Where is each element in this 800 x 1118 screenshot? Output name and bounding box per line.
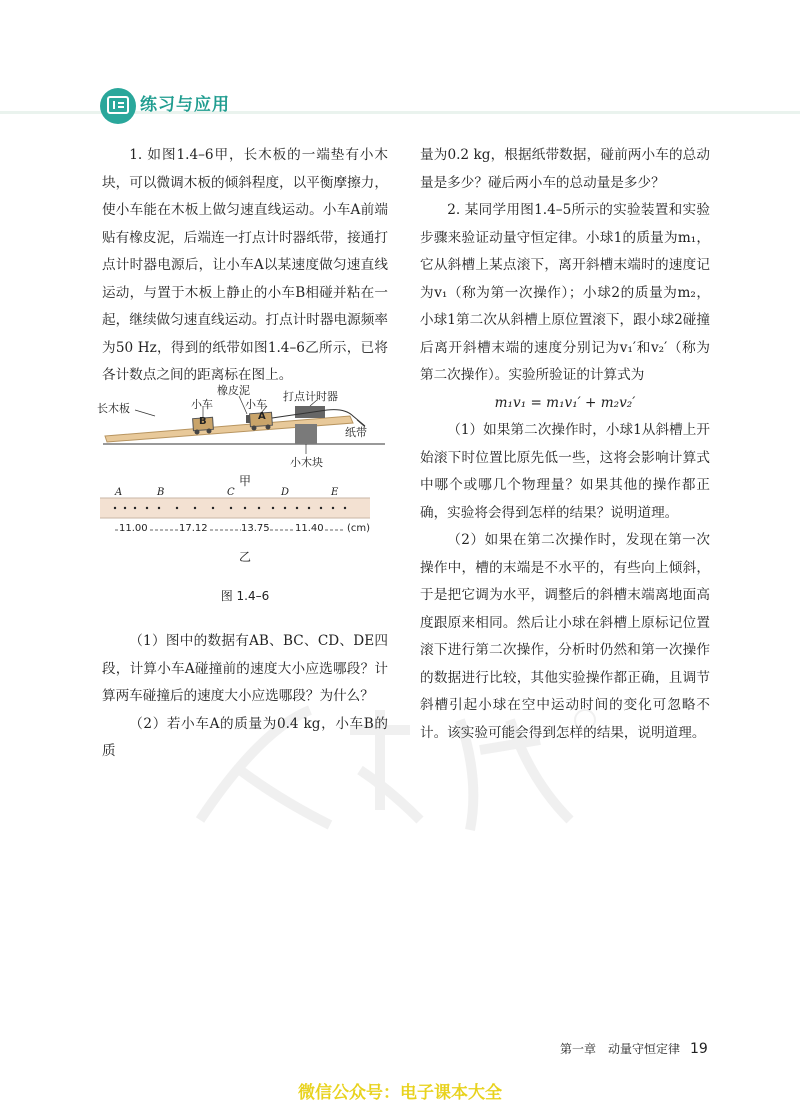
left-column — [102, 142, 388, 390]
source-banner: 微信公众号：电子课本大全 — [298, 1083, 502, 1103]
left-column-questions — [102, 628, 388, 766]
label-letter-b: B — [199, 416, 207, 427]
label-yi: 乙 — [238, 550, 251, 564]
figure-caption: 图 1.4–6 — [220, 589, 270, 603]
question-1-intro: 1. 如图1.4–6甲，长木板的一端垫有小木块，可以微调木板的倾斜程度，以平衡摩擦力，使小车能在木板上做匀速直线运动。小车A前端贴有橡皮泥，后端连一打点计时器纸带，接通打点计时器电源后，让小车A以某速度做匀速直线运动，与置于木板上静止的小车B相碰并粘在一起，继续做匀速直线运动。打点计时器电源频率为50 Hz，得到的纸带如图1.4–6乙所示，已将各计数点之间的距离标在图上。 — [102, 147, 388, 383]
point-e: E — [331, 487, 339, 498]
apparatus-diagram — [95, 380, 395, 610]
label-block: 小木块 — [290, 456, 323, 469]
question-2-intro: 2. 某同学用图1.4–5所示的实验装置和实验步骤来验证动量守恒定律。小球1的质量为m₁，它从斜槽上某点滚下，离开斜槽末端时的速度记为v₁（称为第一次操作）；小球2的质量为m₂，小球1第二次从斜槽上原位置滚下，跟小球2碰撞后离开斜槽末端的速度分别记为v₁′和v₂′（称为第二次操作）。实验所验证的计算式为 — [420, 202, 710, 383]
label-letter-a: A — [258, 411, 266, 422]
figure-1-4-6 — [95, 380, 395, 610]
question-2-part-2: （2）如果在第二次操作时，发现在第一次操作中，槽的末端是不水平的，有些向上倾斜，于是把它调为水平，调整后的斜槽末端离地面高度跟原来相同。然后让小球在斜槽上原标记位置滚下进行第二次操作，分析时仍然和第一次操作的数据进行比较，其他实验操作都正确，且调节斜槽引起小球在空中运动时间的变化可忽略不计。该实验可能会得到怎样的结果，说明道理。 — [420, 532, 710, 741]
label-tape: 纸带 — [345, 426, 367, 439]
distance-unit: (cm) — [347, 523, 371, 534]
distance-ab: 11.00 — [119, 523, 148, 534]
practice-badge-icon — [100, 88, 136, 124]
section-header — [0, 88, 800, 128]
verification-equation: m₁v₁ = m₁v₁′ + m₂v₂′ — [494, 394, 636, 411]
section-title: 练习与应用 — [140, 95, 230, 115]
chapter-title: 第一章 动量守恒定律 — [560, 1042, 681, 1056]
label-cart-b: 小车 — [191, 398, 213, 411]
question-1-part-1: （1）图中的数据有AB、BC、CD、DE四段，计算小车A碰撞前的速度大小应选哪段？计算两车碰撞后的速度大小应选哪段？为什么？ — [102, 633, 388, 704]
label-jia: 甲 — [238, 474, 251, 488]
question-2-part-1: （1）如果第二次操作时，小球1从斜槽上开始滚下时位置比原先低一些，这将会影响计算式中哪个或哪几个物理量？如果其他的操作都正确，实验将会得到怎样的结果？说明道理。 — [420, 422, 710, 521]
page-number: 19 — [690, 1041, 708, 1057]
point-b: B — [157, 487, 165, 498]
distance-bc: 17.12 — [179, 523, 208, 534]
point-d: D — [281, 487, 290, 498]
page-footer — [560, 1040, 708, 1057]
right-column — [420, 142, 710, 747]
point-c: C — [227, 487, 235, 498]
question-1-continued: 量为0.2 kg，根据纸带数据，碰前两小车的总动量是多少？碰后两小车的总动量是多少？ — [420, 147, 710, 191]
label-timer: 打点计时器 — [283, 390, 338, 403]
label-cart-a: 小车 — [245, 398, 267, 411]
label-board: 长木板 — [97, 402, 130, 415]
question-1-part-2: （2）若小车A的质量为0.4 kg，小车B的质 — [102, 715, 388, 759]
point-a: A — [115, 487, 123, 498]
label-putty: 橡皮泥 — [217, 384, 250, 397]
distance-cd: 13.75 — [241, 523, 270, 534]
distance-de: 11.40 — [295, 523, 324, 534]
